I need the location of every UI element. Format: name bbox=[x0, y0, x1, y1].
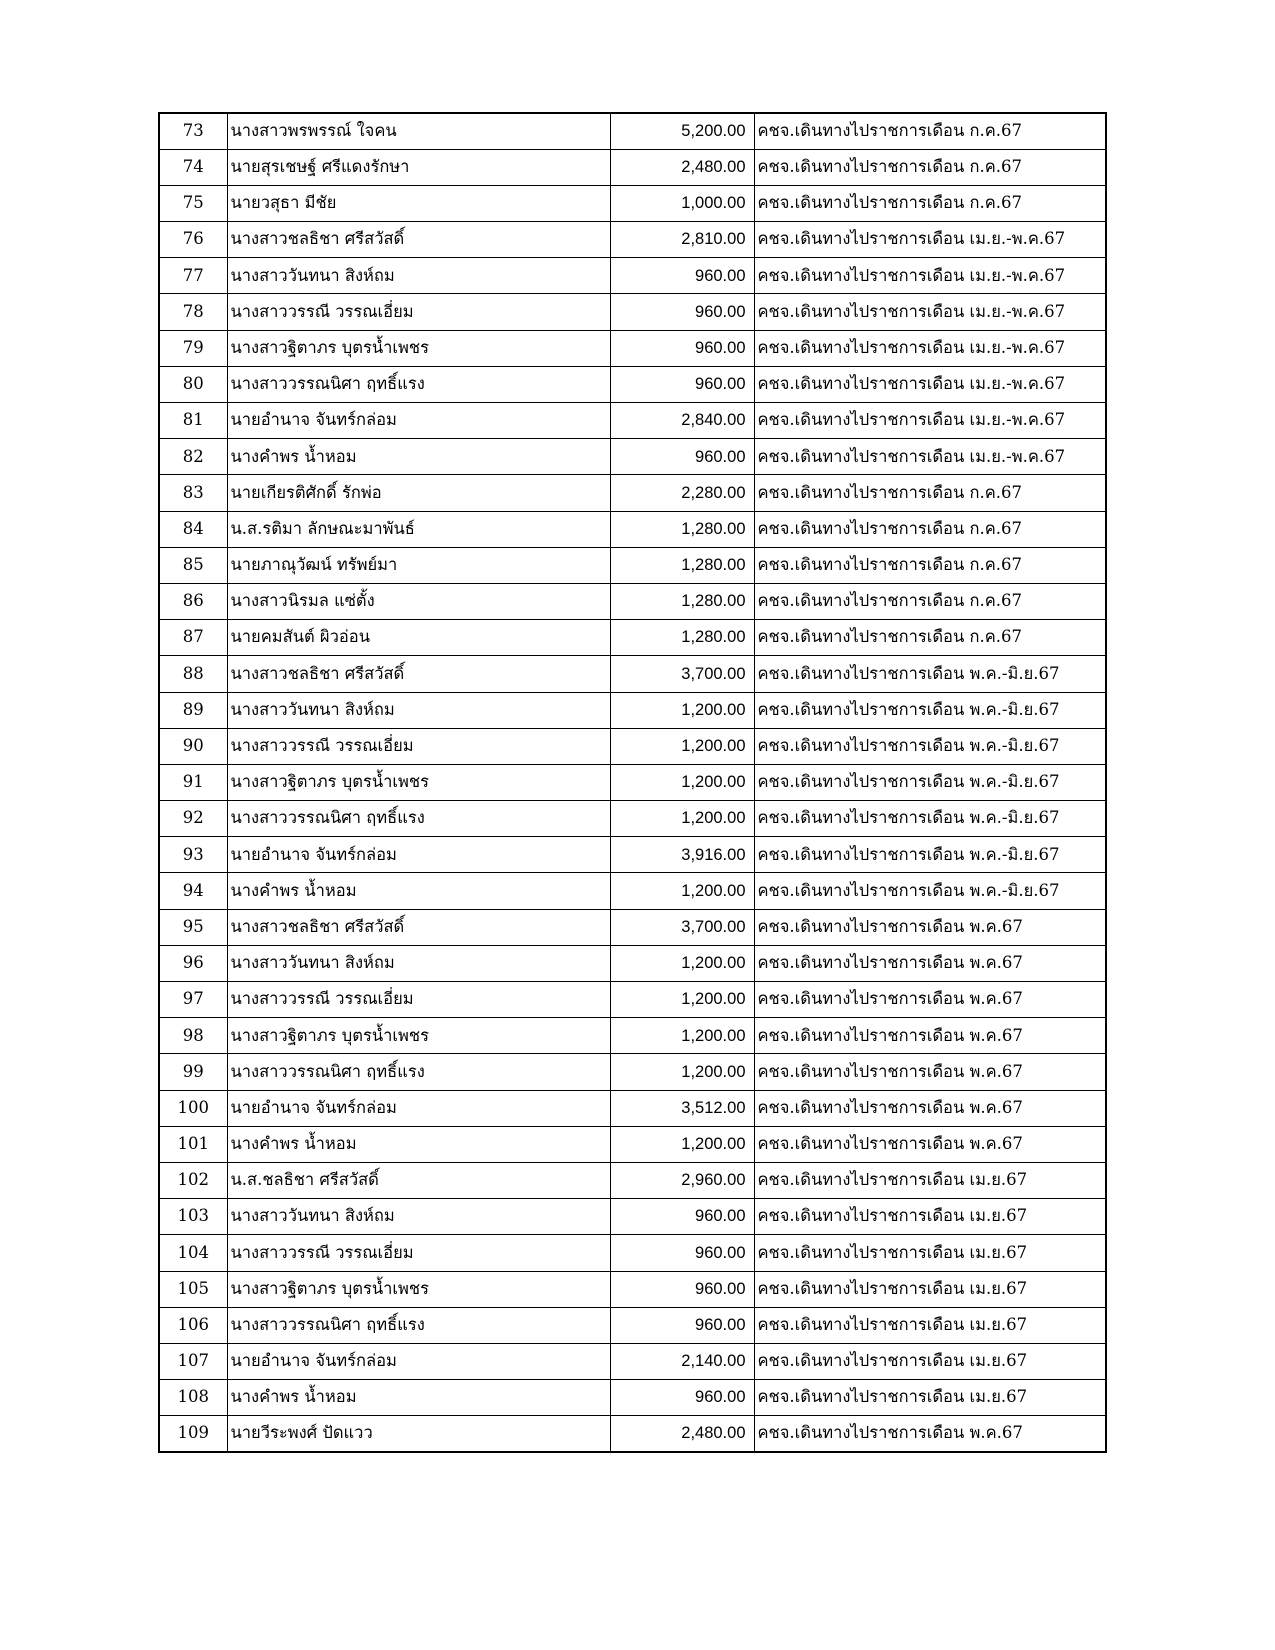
amount-cell: 3,916.00 bbox=[610, 837, 754, 873]
payee-name-cell: นางสาววันทนา สิงห์ถม bbox=[227, 692, 610, 728]
description-cell: คชจ.เดินทางไปราชการเดือน เม.ย.-พ.ค.67 bbox=[754, 222, 1106, 258]
payee-name-cell: นายอำนาจ จันทร์กล่อม bbox=[227, 1090, 610, 1126]
description-cell: คชจ.เดินทางไปราชการเดือน เม.ย.-พ.ค.67 bbox=[754, 294, 1106, 330]
row-number-cell: 83 bbox=[159, 475, 227, 511]
description-cell: คชจ.เดินทางไปราชการเดือน เม.ย.67 bbox=[754, 1162, 1106, 1198]
payee-name-cell: นางคำพร น้ำหอม bbox=[227, 439, 610, 475]
amount-cell: 1,200.00 bbox=[610, 1018, 754, 1054]
table-row bbox=[159, 1307, 1106, 1343]
payee-name-cell: นางสาววรรณนิศา ฤทธิ์แรง bbox=[227, 801, 610, 837]
table-row bbox=[159, 1416, 1106, 1452]
description-cell: คชจ.เดินทางไปราชการเดือน พ.ค.-มิ.ย.67 bbox=[754, 692, 1106, 728]
payee-name-cell: นายสุรเชษฐ์ ศรีแดงรักษา bbox=[227, 149, 610, 185]
description-cell: คชจ.เดินทางไปราชการเดือน ก.ค.67 bbox=[754, 113, 1106, 149]
payee-name-cell: น.ส.ชลธิชา ศรีสวัสดิ์ bbox=[227, 1162, 610, 1198]
description-cell: คชจ.เดินทางไปราชการเดือน เม.ย.67 bbox=[754, 1343, 1106, 1379]
table-row bbox=[159, 439, 1106, 475]
row-number-cell: 79 bbox=[159, 330, 227, 366]
payee-name-cell: นายวีระพงศ์ ปัดแวว bbox=[227, 1416, 610, 1452]
payee-name-cell: นางสาวนิรมล แซ่ตั้ง bbox=[227, 583, 610, 619]
row-number-cell: 105 bbox=[159, 1271, 227, 1307]
amount-cell: 2,480.00 bbox=[610, 1416, 754, 1452]
description-cell: คชจ.เดินทางไปราชการเดือน เม.ย.-พ.ค.67 bbox=[754, 439, 1106, 475]
row-number-cell: 95 bbox=[159, 909, 227, 945]
amount-cell: 1,200.00 bbox=[610, 873, 754, 909]
description-cell: คชจ.เดินทางไปราชการเดือน เม.ย.-พ.ค.67 bbox=[754, 258, 1106, 294]
description-cell: คชจ.เดินทางไปราชการเดือน พ.ค.-มิ.ย.67 bbox=[754, 801, 1106, 837]
amount-cell: 1,200.00 bbox=[610, 945, 754, 981]
payee-name-cell: นางคำพร น้ำหอม bbox=[227, 1380, 610, 1416]
table-row bbox=[159, 620, 1106, 656]
amount-cell: 1,000.00 bbox=[610, 185, 754, 221]
payee-name-cell: นางสาวฐิตาภร บุตรน้ำเพชร bbox=[227, 330, 610, 366]
table-row bbox=[159, 1271, 1106, 1307]
row-number-cell: 88 bbox=[159, 656, 227, 692]
payee-name-cell: นางสาววันทนา สิงห์ถม bbox=[227, 258, 610, 294]
description-cell: คชจ.เดินทางไปราชการเดือน พ.ค.-มิ.ย.67 bbox=[754, 873, 1106, 909]
table-row bbox=[159, 547, 1106, 583]
description-cell: คชจ.เดินทางไปราชการเดือน พ.ค.67 bbox=[754, 1018, 1106, 1054]
row-number-cell: 99 bbox=[159, 1054, 227, 1090]
table-row bbox=[159, 1018, 1106, 1054]
row-number-cell: 98 bbox=[159, 1018, 227, 1054]
table-row bbox=[159, 294, 1106, 330]
description-cell: คชจ.เดินทางไปราชการเดือน เม.ย.67 bbox=[754, 1271, 1106, 1307]
amount-cell: 960.00 bbox=[610, 1307, 754, 1343]
table-row bbox=[159, 1090, 1106, 1126]
row-number-cell: 76 bbox=[159, 222, 227, 258]
payee-name-cell: นางคำพร น้ำหอม bbox=[227, 873, 610, 909]
table-row bbox=[159, 1126, 1106, 1162]
payee-name-cell: นายอำนาจ จันทร์กล่อม bbox=[227, 1343, 610, 1379]
amount-cell: 1,200.00 bbox=[610, 1126, 754, 1162]
table-row bbox=[159, 1343, 1106, 1379]
table-row bbox=[159, 113, 1106, 149]
payee-name-cell: นางสาวฐิตาภร บุตรน้ำเพชร bbox=[227, 1018, 610, 1054]
amount-cell: 2,810.00 bbox=[610, 222, 754, 258]
description-cell: คชจ.เดินทางไปราชการเดือน ก.ค.67 bbox=[754, 583, 1106, 619]
row-number-cell: 92 bbox=[159, 801, 227, 837]
row-number-cell: 104 bbox=[159, 1235, 227, 1271]
description-cell: คชจ.เดินทางไปราชการเดือน พ.ค.-มิ.ย.67 bbox=[754, 728, 1106, 764]
table-row bbox=[159, 258, 1106, 294]
table-row bbox=[159, 873, 1106, 909]
row-number-cell: 96 bbox=[159, 945, 227, 981]
amount-cell: 2,140.00 bbox=[610, 1343, 754, 1379]
table-row bbox=[159, 185, 1106, 221]
description-cell: คชจ.เดินทางไปราชการเดือน พ.ค.67 bbox=[754, 1090, 1106, 1126]
row-number-cell: 91 bbox=[159, 764, 227, 800]
payee-name-cell: นายภาณุวัฒน์ ทรัพย์มา bbox=[227, 547, 610, 583]
amount-cell: 960.00 bbox=[610, 1199, 754, 1235]
row-number-cell: 89 bbox=[159, 692, 227, 728]
payment-table bbox=[158, 112, 1107, 1453]
description-cell: คชจ.เดินทางไปราชการเดือน เม.ย.67 bbox=[754, 1307, 1106, 1343]
amount-cell: 1,200.00 bbox=[610, 728, 754, 764]
description-cell: คชจ.เดินทางไปราชการเดือน พ.ค.67 bbox=[754, 909, 1106, 945]
payee-name-cell: นางสาวฐิตาภร บุตรน้ำเพชร bbox=[227, 1271, 610, 1307]
row-number-cell: 81 bbox=[159, 403, 227, 439]
description-cell: คชจ.เดินทางไปราชการเดือน พ.ค.-มิ.ย.67 bbox=[754, 764, 1106, 800]
amount-cell: 960.00 bbox=[610, 258, 754, 294]
row-number-cell: 94 bbox=[159, 873, 227, 909]
table-row bbox=[159, 909, 1106, 945]
row-number-cell: 77 bbox=[159, 258, 227, 294]
amount-cell: 960.00 bbox=[610, 366, 754, 402]
description-cell: คชจ.เดินทางไปราชการเดือน เม.ย.67 bbox=[754, 1380, 1106, 1416]
row-number-cell: 107 bbox=[159, 1343, 227, 1379]
table-row bbox=[159, 222, 1106, 258]
description-cell: คชจ.เดินทางไปราชการเดือน เม.ย.-พ.ค.67 bbox=[754, 330, 1106, 366]
payee-name-cell: นายอำนาจ จันทร์กล่อม bbox=[227, 837, 610, 873]
amount-cell: 1,280.00 bbox=[610, 620, 754, 656]
amount-cell: 960.00 bbox=[610, 294, 754, 330]
payee-name-cell: นางสาววรรณี วรรณเอี่ยม bbox=[227, 728, 610, 764]
amount-cell: 1,200.00 bbox=[610, 764, 754, 800]
row-number-cell: 100 bbox=[159, 1090, 227, 1126]
row-number-cell: 82 bbox=[159, 439, 227, 475]
table-row bbox=[159, 403, 1106, 439]
amount-cell: 2,960.00 bbox=[610, 1162, 754, 1198]
table-row bbox=[159, 475, 1106, 511]
row-number-cell: 109 bbox=[159, 1416, 227, 1452]
amount-cell: 960.00 bbox=[610, 1380, 754, 1416]
payee-name-cell: นายอำนาจ จันทร์กล่อม bbox=[227, 403, 610, 439]
payee-name-cell: นางสาววรรณนิศา ฤทธิ์แรง bbox=[227, 1054, 610, 1090]
payee-name-cell: นางสาวชลธิชา ศรีสวัสดิ์ bbox=[227, 222, 610, 258]
payee-name-cell: นางสาวชลธิชา ศรีสวัสดิ์ bbox=[227, 909, 610, 945]
amount-cell: 3,512.00 bbox=[610, 1090, 754, 1126]
table-row bbox=[159, 330, 1106, 366]
description-cell: คชจ.เดินทางไปราชการเดือน ก.ค.67 bbox=[754, 547, 1106, 583]
table-row bbox=[159, 945, 1106, 981]
table-row bbox=[159, 728, 1106, 764]
payee-name-cell: นางสาววรรณี วรรณเอี่ยม bbox=[227, 982, 610, 1018]
table-row bbox=[159, 583, 1106, 619]
payment-table-container bbox=[158, 112, 1105, 1453]
row-number-cell: 74 bbox=[159, 149, 227, 185]
row-number-cell: 90 bbox=[159, 728, 227, 764]
row-number-cell: 85 bbox=[159, 547, 227, 583]
table-row bbox=[159, 1235, 1106, 1271]
amount-cell: 960.00 bbox=[610, 330, 754, 366]
description-cell: คชจ.เดินทางไปราชการเดือน เม.ย.67 bbox=[754, 1199, 1106, 1235]
payee-name-cell: นางสาววันทนา สิงห์ถม bbox=[227, 945, 610, 981]
amount-cell: 1,200.00 bbox=[610, 801, 754, 837]
row-number-cell: 108 bbox=[159, 1380, 227, 1416]
table-row bbox=[159, 692, 1106, 728]
amount-cell: 5,200.00 bbox=[610, 113, 754, 149]
description-cell: คชจ.เดินทางไปราชการเดือน พ.ค.67 bbox=[754, 1054, 1106, 1090]
row-number-cell: 106 bbox=[159, 1307, 227, 1343]
amount-cell: 2,840.00 bbox=[610, 403, 754, 439]
table-row bbox=[159, 1054, 1106, 1090]
payee-name-cell: นางสาววรรณี วรรณเอี่ยม bbox=[227, 294, 610, 330]
amount-cell: 960.00 bbox=[610, 1235, 754, 1271]
row-number-cell: 103 bbox=[159, 1199, 227, 1235]
row-number-cell: 78 bbox=[159, 294, 227, 330]
description-cell: คชจ.เดินทางไปราชการเดือน ก.ค.67 bbox=[754, 149, 1106, 185]
payee-name-cell: น.ส.รติมา ลักษณะมาพันธ์ bbox=[227, 511, 610, 547]
amount-cell: 1,280.00 bbox=[610, 583, 754, 619]
payee-name-cell: นางสาววรรณนิศา ฤทธิ์แรง bbox=[227, 366, 610, 402]
payee-name-cell: นางสาวพรพรรณ์ ใจคน bbox=[227, 113, 610, 149]
description-cell: คชจ.เดินทางไปราชการเดือน ก.ค.67 bbox=[754, 185, 1106, 221]
description-cell: คชจ.เดินทางไปราชการเดือน เม.ย.67 bbox=[754, 1235, 1106, 1271]
payee-name-cell: นางสาวชลธิชา ศรีสวัสดิ์ bbox=[227, 656, 610, 692]
payment-table-body bbox=[159, 113, 1106, 1452]
description-cell: คชจ.เดินทางไปราชการเดือน พ.ค.-มิ.ย.67 bbox=[754, 837, 1106, 873]
amount-cell: 3,700.00 bbox=[610, 656, 754, 692]
table-row bbox=[159, 366, 1106, 402]
description-cell: คชจ.เดินทางไปราชการเดือน พ.ค.-มิ.ย.67 bbox=[754, 656, 1106, 692]
row-number-cell: 73 bbox=[159, 113, 227, 149]
table-row bbox=[159, 1380, 1106, 1416]
table-row bbox=[159, 801, 1106, 837]
amount-cell: 1,200.00 bbox=[610, 1054, 754, 1090]
amount-cell: 1,200.00 bbox=[610, 692, 754, 728]
row-number-cell: 97 bbox=[159, 982, 227, 1018]
amount-cell: 1,200.00 bbox=[610, 982, 754, 1018]
amount-cell: 2,280.00 bbox=[610, 475, 754, 511]
description-cell: คชจ.เดินทางไปราชการเดือน ก.ค.67 bbox=[754, 620, 1106, 656]
table-row bbox=[159, 982, 1106, 1018]
amount-cell: 2,480.00 bbox=[610, 149, 754, 185]
table-row bbox=[159, 1199, 1106, 1235]
payee-name-cell: นายวสุธา มีชัย bbox=[227, 185, 610, 221]
payee-name-cell: นางสาวฐิตาภร บุตรน้ำเพชร bbox=[227, 764, 610, 800]
table-row bbox=[159, 1162, 1106, 1198]
description-cell: คชจ.เดินทางไปราชการเดือน ก.ค.67 bbox=[754, 511, 1106, 547]
description-cell: คชจ.เดินทางไปราชการเดือน พ.ค.67 bbox=[754, 1126, 1106, 1162]
table-row bbox=[159, 149, 1106, 185]
description-cell: คชจ.เดินทางไปราชการเดือน พ.ค.67 bbox=[754, 982, 1106, 1018]
row-number-cell: 102 bbox=[159, 1162, 227, 1198]
payee-name-cell: นางคำพร น้ำหอม bbox=[227, 1126, 610, 1162]
table-row bbox=[159, 837, 1106, 873]
payee-name-cell: นายเกียรติศักดิ์ รักพ่อ bbox=[227, 475, 610, 511]
table-row bbox=[159, 764, 1106, 800]
row-number-cell: 101 bbox=[159, 1126, 227, 1162]
row-number-cell: 87 bbox=[159, 620, 227, 656]
description-cell: คชจ.เดินทางไปราชการเดือน ก.ค.67 bbox=[754, 475, 1106, 511]
row-number-cell: 86 bbox=[159, 583, 227, 619]
amount-cell: 960.00 bbox=[610, 439, 754, 475]
row-number-cell: 75 bbox=[159, 185, 227, 221]
row-number-cell: 93 bbox=[159, 837, 227, 873]
amount-cell: 3,700.00 bbox=[610, 909, 754, 945]
table-row bbox=[159, 656, 1106, 692]
payee-name-cell: นายคมสันต์ ผิวอ่อน bbox=[227, 620, 610, 656]
table-row bbox=[159, 511, 1106, 547]
description-cell: คชจ.เดินทางไปราชการเดือน พ.ค.67 bbox=[754, 945, 1106, 981]
amount-cell: 960.00 bbox=[610, 1271, 754, 1307]
description-cell: คชจ.เดินทางไปราชการเดือน พ.ค.67 bbox=[754, 1416, 1106, 1452]
amount-cell: 1,280.00 bbox=[610, 547, 754, 583]
payee-name-cell: นางสาววรรณนิศา ฤทธิ์แรง bbox=[227, 1307, 610, 1343]
description-cell: คชจ.เดินทางไปราชการเดือน เม.ย.-พ.ค.67 bbox=[754, 403, 1106, 439]
payee-name-cell: นางสาววรรณี วรรณเอี่ยม bbox=[227, 1235, 610, 1271]
row-number-cell: 84 bbox=[159, 511, 227, 547]
description-cell: คชจ.เดินทางไปราชการเดือน เม.ย.-พ.ค.67 bbox=[754, 366, 1106, 402]
payee-name-cell: นางสาววันทนา สิงห์ถม bbox=[227, 1199, 610, 1235]
amount-cell: 1,280.00 bbox=[610, 511, 754, 547]
row-number-cell: 80 bbox=[159, 366, 227, 402]
